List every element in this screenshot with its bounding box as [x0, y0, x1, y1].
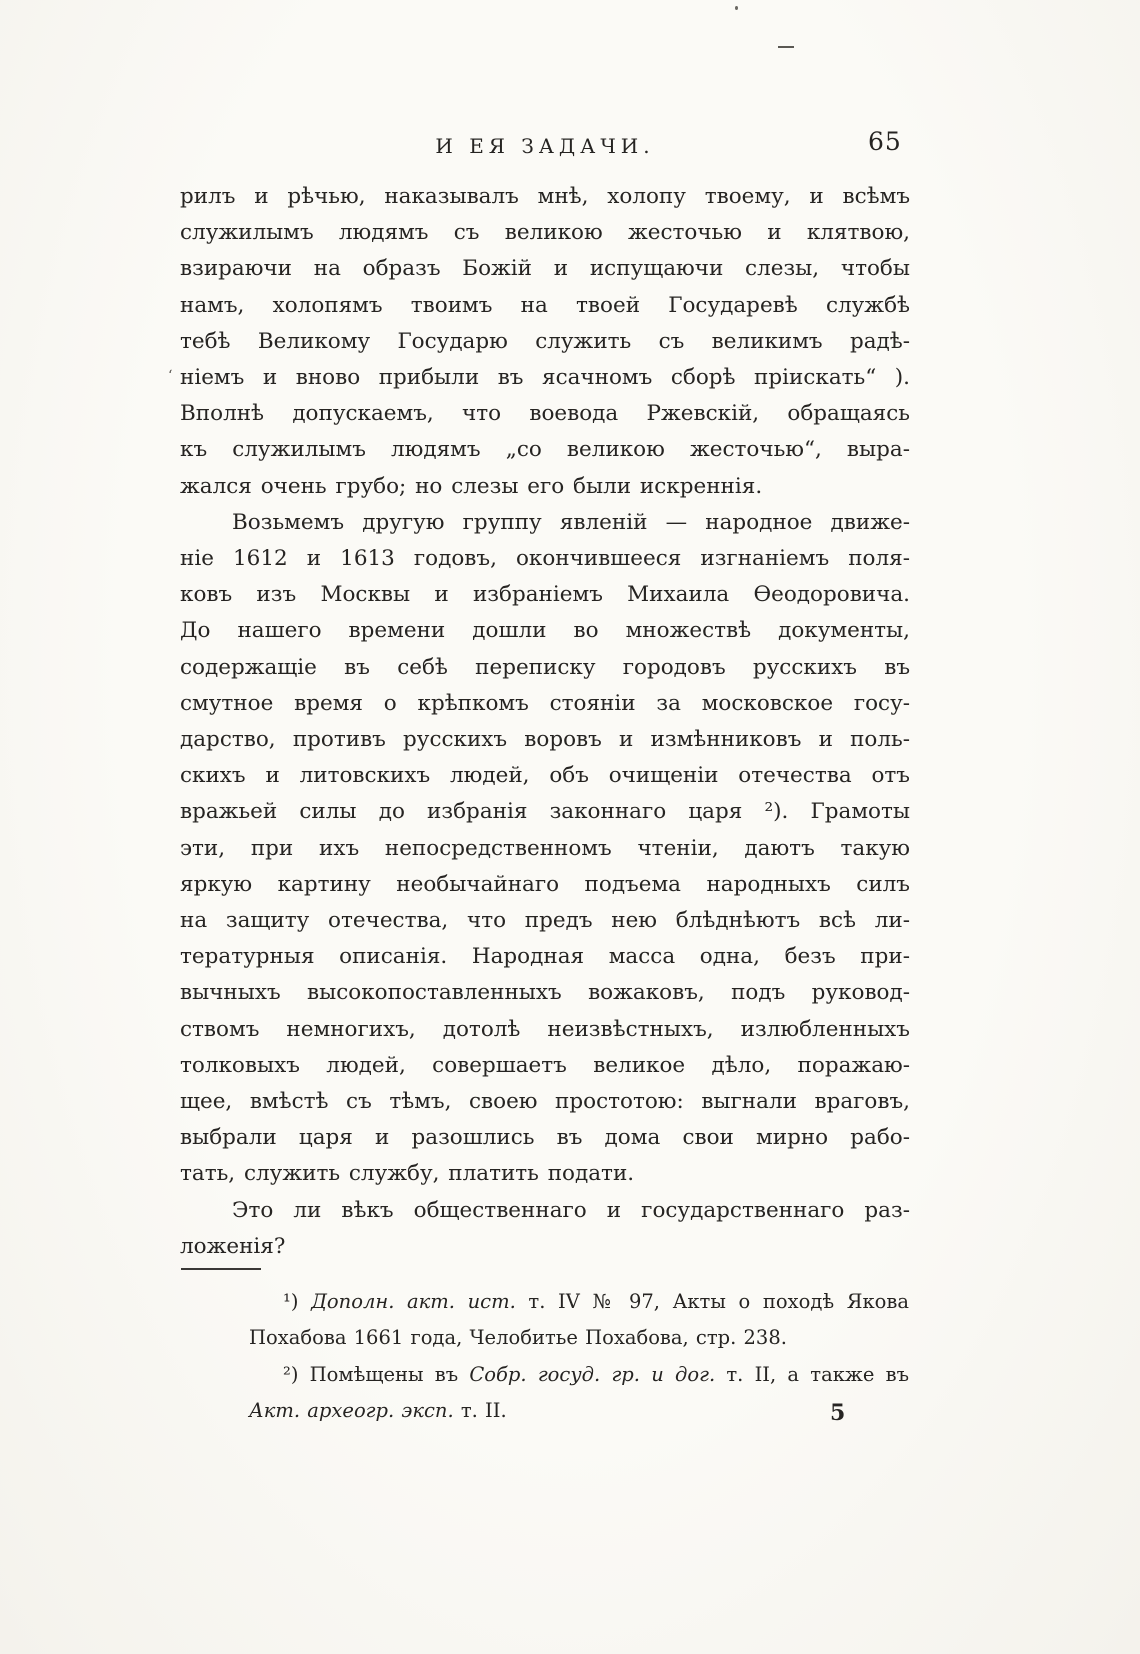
- footnote-text: т. IV № 97, Акты о походѣ Якова: [515, 1290, 909, 1313]
- footnote-source-title: Дополн. акт. ист.: [311, 1290, 516, 1313]
- footnote-source-title: Собр. госуд. гр. и дог.: [469, 1362, 716, 1386]
- running-title: И ЕЯ ЗАДАЧИ.: [435, 134, 655, 158]
- body-line: Вполнѣ допускаемъ, что воевода Ржевскій, обращаясь: [180, 401, 910, 427]
- footnote-rule: [181, 1268, 261, 1270]
- page-number: 65: [868, 127, 902, 156]
- body-line: Это ли вѣкъ общественнаго и государственнаго раз-: [232, 1197, 910, 1223]
- body-line: щее, вмѣстѣ съ тѣмъ, своею простотою: выгнали враговъ,: [180, 1089, 910, 1115]
- footnote-text: ²) Помѣщены въ: [283, 1362, 470, 1386]
- scan-artifact: [735, 6, 738, 10]
- body-line: жался очень грубо; но слезы его были искреннія.: [180, 473, 763, 499]
- body-line: выбрали царя и разошлись въ дома свои мирно рабо-: [180, 1125, 910, 1151]
- body-line: рилъ и рѣчью, наказывалъ мнѣ, холопу твоему, и всѣмъ: [180, 184, 910, 209]
- body-line: намъ, холопямъ твоимъ на твоей Государевѣ службѣ: [180, 292, 910, 318]
- body-text: [180, 179, 910, 1265]
- footnote-line: [249, 1284, 909, 1320]
- footnote-source-title: Акт. археогр. эксп.: [249, 1399, 454, 1423]
- body-line: толковыхъ людей, совершаетъ великое дѣло, поражаю-: [180, 1052, 910, 1078]
- scan-artifact: [778, 46, 794, 48]
- footnote-text: т. II.: [453, 1399, 507, 1423]
- footnote-line: [249, 1320, 909, 1356]
- body-line: вражьей силы до избранія законнаго царя ²). Грамоты: [180, 799, 910, 825]
- body-line: яркую картину необычайнаго подъема народныхъ силъ: [180, 871, 910, 897]
- body-line: дарство, противъ русскихъ воровъ и измѣнниковъ и поль-: [180, 727, 910, 753]
- body-line: тебѣ Великому Государю служить съ великимъ радѣ-: [180, 328, 910, 354]
- signature-mark: 5: [830, 1400, 846, 1426]
- body-line: Возьмемъ другую группу явленій — народное движе-: [232, 509, 910, 535]
- body-line: взираючи на образъ Божій и испущаючи слезы, чтобы: [180, 256, 910, 282]
- body-line: ствомъ немногихъ, дотолѣ неизвѣстныхъ, излюбленныхъ: [180, 1016, 910, 1042]
- footnote-text: Похабова 1661 года, Челобитье Похабова, стр. 238.: [249, 1326, 787, 1350]
- footnote-line: [249, 1357, 909, 1393]
- body-line: эти, при ихъ непосредственномъ чтеніи, даютъ такую: [180, 835, 910, 861]
- footnotes: [249, 1284, 909, 1430]
- body-line: ніемъ и вново прибыли въ ясачномъ сборѣ пріискать“ ).: [180, 365, 910, 391]
- body-line: смутное время о крѣпкомъ стояніи за московское госу-: [180, 690, 910, 716]
- footnote-text: ¹): [283, 1290, 312, 1313]
- body-line: тературныя описанія. Народная масса одна, безъ при-: [180, 944, 910, 970]
- body-line: служилымъ людямъ съ великою жесточью и клятвою,: [180, 220, 910, 246]
- body-line: ложенія?: [180, 1233, 286, 1259]
- footnote-text: т. II, а также въ: [715, 1362, 909, 1386]
- body-line: скихъ и литовскихъ людей, объ очищеніи отечества отъ: [180, 763, 910, 789]
- body-line: ковъ изъ Москвы и избраніемъ Михаила Ѳеодоровича.: [180, 582, 910, 608]
- body-line: на защиту отечества, что предъ нею блѣднѣютъ всѣ ли-: [180, 908, 910, 934]
- body-line: вычныхъ высокопоставленныхъ вожаковъ, подъ руковод-: [180, 980, 910, 1006]
- scan-artifact: ‘: [168, 368, 173, 384]
- body-line: До нашего времени дошли во множествѣ документы,: [180, 618, 910, 644]
- body-line: содержащіе въ себѣ переписку городовъ русскихъ въ: [180, 654, 910, 680]
- body-line: ніе 1612 и 1613 годовъ, окончившееся изгнаніемъ поля-: [180, 546, 910, 572]
- body-line: тать, служить службу, платить подати.: [180, 1161, 635, 1187]
- footnote-line: [249, 1393, 909, 1429]
- body-line: къ служилымъ людямъ „со великою жесточью“, выра-: [180, 437, 910, 463]
